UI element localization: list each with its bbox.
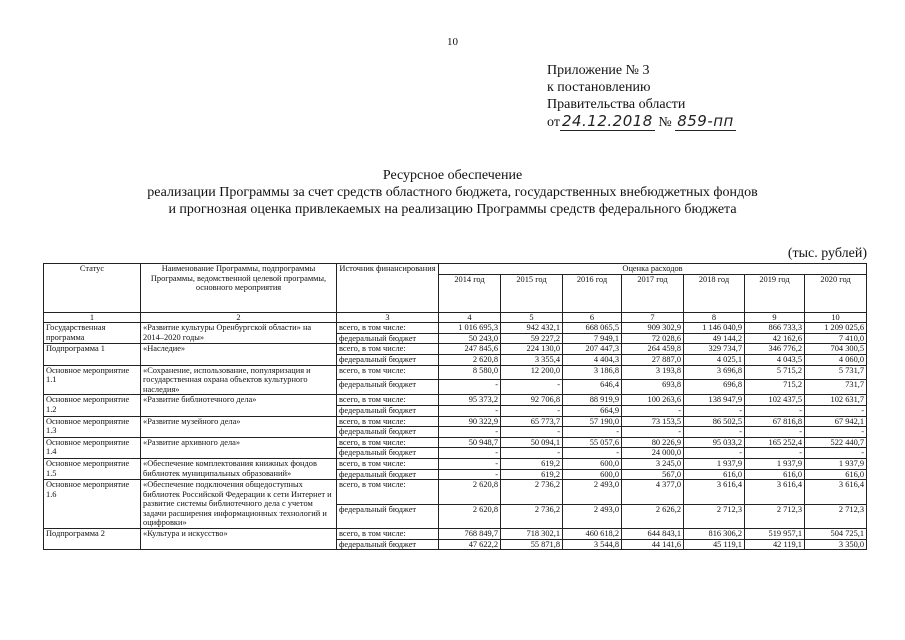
program-name-cell: «Развитие культуры Оренбургской области» на 2014–2020 годы» bbox=[141, 323, 337, 344]
expense-value-cell: 504 725,1 bbox=[805, 529, 867, 540]
expense-value-cell: 80 226,9 bbox=[622, 437, 684, 448]
page-number: 10 bbox=[447, 36, 458, 48]
expense-value-cell: - bbox=[439, 427, 501, 438]
expense-value-cell: 95 033,2 bbox=[684, 437, 745, 448]
appendix-line-3: Правительства области bbox=[547, 97, 686, 112]
table-row bbox=[44, 365, 867, 380]
expense-value-cell: 165 252,4 bbox=[745, 437, 805, 448]
status-cell: Основное мероприятие 1.6 bbox=[44, 480, 141, 529]
table-row bbox=[44, 458, 867, 469]
expense-value-cell: 696,8 bbox=[684, 380, 745, 395]
title-line-3: и прогнозная оценка привлекаемых на реализацию Программы средств федерального бюджета bbox=[168, 202, 737, 217]
expense-value-cell: 616,0 bbox=[745, 469, 805, 480]
handwritten-number: 859-пп bbox=[677, 112, 734, 130]
expense-value-cell: 90 322,9 bbox=[439, 416, 501, 427]
header-year: 2016 год bbox=[563, 274, 622, 312]
funding-source-cell: всего, в том числе: bbox=[337, 323, 439, 334]
expense-value-cell: 92 706,8 bbox=[501, 395, 563, 406]
program-name-cell: «Обеспечение комплектования книжных фондов библиотек муниципальных образований» bbox=[141, 458, 337, 479]
resource-table bbox=[43, 263, 867, 550]
expense-value-cell: 86 502,5 bbox=[684, 416, 745, 427]
appendix-line-2: к постановлению bbox=[547, 80, 651, 95]
header-source: Источник финансирования bbox=[337, 264, 439, 313]
expense-value-cell: 693,8 bbox=[622, 380, 684, 395]
expense-value-cell: 731,7 bbox=[805, 380, 867, 395]
expense-value-cell: 616,0 bbox=[805, 469, 867, 480]
funding-source-cell: федеральный бюджет bbox=[337, 405, 439, 416]
expense-value-cell: - bbox=[805, 427, 867, 438]
expense-value-cell: - bbox=[745, 427, 805, 438]
expense-value-cell: 619,2 bbox=[501, 469, 563, 480]
expense-value-cell: 2 620,8 bbox=[439, 504, 501, 528]
expense-value-cell: 50 948,7 bbox=[439, 437, 501, 448]
expense-value-cell: 3 696,8 bbox=[684, 365, 745, 380]
expense-value-cell: 102 437,5 bbox=[745, 395, 805, 406]
expense-value-cell: 264 459,8 bbox=[622, 344, 684, 355]
expense-value-cell: - bbox=[501, 448, 563, 459]
table-row bbox=[44, 323, 867, 334]
expense-value-cell: 7 949,1 bbox=[563, 333, 622, 344]
expense-value-cell: - bbox=[439, 469, 501, 480]
expense-value-cell: - bbox=[745, 448, 805, 459]
program-name-cell: «Обеспечение подключения общедоступных библиотек Российской Федерации к сети Интернет и развитие системы библиотечного дела с учетом задачи расширения информационных технологий и оцифровки» bbox=[141, 480, 337, 529]
expense-value-cell: 2 736,2 bbox=[501, 504, 563, 528]
expense-value-cell: - bbox=[501, 380, 563, 395]
header-year: 2017 год bbox=[622, 274, 684, 312]
expense-value-cell: 67 942,1 bbox=[805, 416, 867, 427]
expense-value-cell: 50 243,0 bbox=[439, 333, 501, 344]
table-row bbox=[44, 416, 867, 427]
expense-value-cell: 329 734,7 bbox=[684, 344, 745, 355]
expense-value-cell: 12 200,0 bbox=[501, 365, 563, 380]
expense-value-cell: 616,0 bbox=[684, 469, 745, 480]
expense-value-cell: 768 849,7 bbox=[439, 529, 501, 540]
header-year: 2019 год bbox=[745, 274, 805, 312]
expense-value-cell: 519 957,1 bbox=[745, 529, 805, 540]
expense-value-cell: 47 622,2 bbox=[439, 539, 501, 550]
expense-value-cell: 644 843,1 bbox=[622, 529, 684, 540]
expense-value-cell: 909 302,9 bbox=[622, 323, 684, 334]
expense-value-cell: - bbox=[622, 427, 684, 438]
expense-value-cell: - bbox=[439, 448, 501, 459]
header-name: Наименование Программы, подпрограммы Программы, ведомственной целевой программы, основного мероприятия bbox=[141, 264, 337, 313]
expense-value-cell: 42 119,1 bbox=[745, 539, 805, 550]
expense-value-cell: 55 871,8 bbox=[501, 539, 563, 550]
status-cell: Основное мероприятие 1.5 bbox=[44, 458, 141, 479]
appendix-block bbox=[547, 62, 736, 131]
expense-value-cell: 1 937,9 bbox=[745, 458, 805, 469]
program-name-cell: «Культура и искусство» bbox=[141, 529, 337, 550]
title-line-2: реализации Программы за счет средств областного бюджета, государственных внебюджетных фондов bbox=[147, 185, 758, 200]
funding-source-cell: федеральный бюджет bbox=[337, 448, 439, 459]
table-row bbox=[44, 437, 867, 448]
header-estimate: Оценка расходов bbox=[439, 264, 867, 275]
funding-source-cell: всего, в том числе: bbox=[337, 529, 439, 540]
expense-value-cell: 100 263,6 bbox=[622, 395, 684, 406]
number-prefix: № bbox=[658, 115, 672, 130]
header-status: Статус bbox=[44, 264, 141, 313]
column-index-row bbox=[44, 312, 867, 323]
expense-value-cell: - bbox=[622, 405, 684, 416]
expense-value-cell: - bbox=[563, 448, 622, 459]
table-row bbox=[44, 529, 867, 540]
status-cell: Основное мероприятие 1.4 bbox=[44, 437, 141, 458]
expense-value-cell: - bbox=[805, 448, 867, 459]
date-prefix: от bbox=[547, 115, 560, 130]
expense-value-cell: 49 144,2 bbox=[684, 333, 745, 344]
program-name-cell: «Наследие» bbox=[141, 344, 337, 365]
expense-value-cell: 2 493,0 bbox=[563, 480, 622, 504]
funding-source-cell: всего, в том числе: bbox=[337, 365, 439, 380]
table-row bbox=[44, 480, 867, 504]
expense-value-cell: 1 937,9 bbox=[684, 458, 745, 469]
status-cell: Основное мероприятие 1.1 bbox=[44, 365, 141, 395]
expense-value-cell: 138 947,9 bbox=[684, 395, 745, 406]
expense-value-cell: 3 186,8 bbox=[563, 365, 622, 380]
expense-value-cell: 3 616,4 bbox=[684, 480, 745, 504]
expense-value-cell: 88 919,9 bbox=[563, 395, 622, 406]
expense-value-cell: - bbox=[805, 405, 867, 416]
expense-value-cell: 2 712,3 bbox=[684, 504, 745, 528]
program-name-cell: «Развитие архивного дела» bbox=[141, 437, 337, 458]
funding-source-cell: федеральный бюджет bbox=[337, 427, 439, 438]
expense-value-cell: 866 733,3 bbox=[745, 323, 805, 334]
appendix-line-1: Приложение № 3 bbox=[547, 63, 650, 78]
expense-value-cell: 7 410,0 bbox=[805, 333, 867, 344]
expense-value-cell: 2 712,3 bbox=[805, 504, 867, 528]
expense-value-cell: 247 845,6 bbox=[439, 344, 501, 355]
expense-value-cell: 3 245,0 bbox=[622, 458, 684, 469]
header-year: 2018 год bbox=[684, 274, 745, 312]
status-cell: Государственная программа bbox=[44, 323, 141, 344]
expense-value-cell: 664,9 bbox=[563, 405, 622, 416]
column-index: 8 bbox=[684, 312, 745, 323]
expense-value-cell: 816 306,2 bbox=[684, 529, 745, 540]
expense-value-cell: 2 620,8 bbox=[439, 480, 501, 504]
program-name-cell: «Развитие музейного дела» bbox=[141, 416, 337, 437]
program-name-cell: «Сохранение, использование, популяризация и государственная охрана объектов культурного наследия» bbox=[141, 365, 337, 395]
expense-value-cell: - bbox=[439, 405, 501, 416]
table-row bbox=[44, 344, 867, 355]
expense-value-cell: 55 057,6 bbox=[563, 437, 622, 448]
expense-value-cell: 8 580,0 bbox=[439, 365, 501, 380]
expense-value-cell: 1 016 695,3 bbox=[439, 323, 501, 334]
column-index: 3 bbox=[337, 312, 439, 323]
funding-source-cell: федеральный бюджет bbox=[337, 380, 439, 395]
expense-value-cell: 3 544,8 bbox=[563, 539, 622, 550]
funding-source-cell: всего, в том числе: bbox=[337, 395, 439, 406]
expense-value-cell: 57 190,0 bbox=[563, 416, 622, 427]
header-row-1 bbox=[44, 264, 867, 275]
expense-value-cell: - bbox=[684, 405, 745, 416]
expense-value-cell: 224 130,0 bbox=[501, 344, 563, 355]
appendix-date-line bbox=[547, 113, 736, 131]
expense-value-cell: 3 350,0 bbox=[805, 539, 867, 550]
expense-value-cell: - bbox=[684, 448, 745, 459]
expense-value-cell: 2 712,3 bbox=[745, 504, 805, 528]
expense-value-cell: - bbox=[439, 458, 501, 469]
expense-value-cell: - bbox=[439, 380, 501, 395]
expense-value-cell: 4 025,1 bbox=[684, 354, 745, 365]
expense-value-cell: - bbox=[563, 427, 622, 438]
funding-source-cell: всего, в том числе: bbox=[337, 480, 439, 504]
expense-value-cell: 2 493,0 bbox=[563, 504, 622, 528]
expense-value-cell: 4 043,5 bbox=[745, 354, 805, 365]
table-body bbox=[44, 323, 867, 550]
expense-value-cell: 73 153,5 bbox=[622, 416, 684, 427]
handwritten-date: 24.12.2018 bbox=[561, 112, 653, 130]
expense-value-cell: 45 119,1 bbox=[684, 539, 745, 550]
funding-source-cell: всего, в том числе: bbox=[337, 458, 439, 469]
expense-value-cell: 704 300,5 bbox=[805, 344, 867, 355]
funding-source-cell: всего, в том числе: bbox=[337, 437, 439, 448]
expense-value-cell: 4 404,3 bbox=[563, 354, 622, 365]
expense-value-cell: 44 141,6 bbox=[622, 539, 684, 550]
expense-value-cell: 72 028,6 bbox=[622, 333, 684, 344]
funding-source-cell: федеральный бюджет bbox=[337, 333, 439, 344]
expense-value-cell: 567,0 bbox=[622, 469, 684, 480]
expense-value-cell: 24 000,0 bbox=[622, 448, 684, 459]
expense-value-cell: 2 736,2 bbox=[501, 480, 563, 504]
expense-value-cell: 102 631,7 bbox=[805, 395, 867, 406]
expense-value-cell: - bbox=[684, 427, 745, 438]
header-year: 2020 год bbox=[805, 274, 867, 312]
expense-value-cell: 5 715,2 bbox=[745, 365, 805, 380]
units-label: (тыс. рублей) bbox=[787, 246, 867, 261]
expense-value-cell: 1 937,9 bbox=[805, 458, 867, 469]
column-index: 7 bbox=[622, 312, 684, 323]
status-cell: Основное мероприятие 1.2 bbox=[44, 395, 141, 416]
expense-value-cell: 3 616,4 bbox=[805, 480, 867, 504]
column-index: 6 bbox=[563, 312, 622, 323]
column-index: 4 bbox=[439, 312, 501, 323]
table-row bbox=[44, 395, 867, 406]
expense-value-cell: 42 162,6 bbox=[745, 333, 805, 344]
expense-value-cell: 346 776,2 bbox=[745, 344, 805, 355]
expense-value-cell: 2 626,2 bbox=[622, 504, 684, 528]
expense-value-cell: 522 440,7 bbox=[805, 437, 867, 448]
funding-source-cell: всего, в том числе: bbox=[337, 416, 439, 427]
expense-value-cell: 3 193,8 bbox=[622, 365, 684, 380]
expense-value-cell: 460 618,2 bbox=[563, 529, 622, 540]
expense-value-cell: 619,2 bbox=[501, 458, 563, 469]
status-cell: Основное мероприятие 1.3 bbox=[44, 416, 141, 437]
expense-value-cell: 50 094,1 bbox=[501, 437, 563, 448]
expense-value-cell: 715,2 bbox=[745, 380, 805, 395]
header-year: 2014 год bbox=[439, 274, 501, 312]
funding-source-cell: федеральный бюджет bbox=[337, 469, 439, 480]
funding-source-cell: федеральный бюджет bbox=[337, 354, 439, 365]
expense-value-cell: 4 060,0 bbox=[805, 354, 867, 365]
title-line-1: Ресурсное обеспечение bbox=[382, 168, 523, 183]
column-index: 2 bbox=[141, 312, 337, 323]
expense-value-cell: 65 773,7 bbox=[501, 416, 563, 427]
expense-value-cell: - bbox=[745, 405, 805, 416]
column-index: 9 bbox=[745, 312, 805, 323]
expense-value-cell: 27 887,0 bbox=[622, 354, 684, 365]
expense-value-cell: 1 146 040,9 bbox=[684, 323, 745, 334]
document-title bbox=[0, 167, 905, 218]
expense-value-cell: 4 377,0 bbox=[622, 480, 684, 504]
header-year: 2015 год bbox=[501, 274, 563, 312]
expense-value-cell: - bbox=[501, 405, 563, 416]
expense-value-cell: 1 209 025,6 bbox=[805, 323, 867, 334]
expense-value-cell: 5 731,7 bbox=[805, 365, 867, 380]
funding-source-cell: федеральный бюджет bbox=[337, 504, 439, 528]
status-cell: Подпрограмма 1 bbox=[44, 344, 141, 365]
expense-value-cell: 59 227,2 bbox=[501, 333, 563, 344]
expense-value-cell: 646,4 bbox=[563, 380, 622, 395]
expense-value-cell: 942 432,1 bbox=[501, 323, 563, 334]
funding-source-cell: федеральный бюджет bbox=[337, 539, 439, 550]
column-index: 1 bbox=[44, 312, 141, 323]
status-cell: Подпрограмма 2 bbox=[44, 529, 141, 550]
funding-source-cell: всего, в том числе: bbox=[337, 344, 439, 355]
expense-value-cell: 3 616,4 bbox=[745, 480, 805, 504]
column-index: 10 bbox=[805, 312, 867, 323]
expense-value-cell: - bbox=[501, 427, 563, 438]
expense-value-cell: 718 302,1 bbox=[501, 529, 563, 540]
expense-value-cell: 3 355,4 bbox=[501, 354, 563, 365]
expense-value-cell: 2 620,8 bbox=[439, 354, 501, 365]
expense-value-cell: 600,0 bbox=[563, 469, 622, 480]
expense-value-cell: 95 373,2 bbox=[439, 395, 501, 406]
expense-value-cell: 668 065,5 bbox=[563, 323, 622, 334]
expense-value-cell: 600,0 bbox=[563, 458, 622, 469]
program-name-cell: «Развитие библиотечного дела» bbox=[141, 395, 337, 416]
expense-value-cell: 207 447,3 bbox=[563, 344, 622, 355]
column-index: 5 bbox=[501, 312, 563, 323]
expense-value-cell: 67 816,8 bbox=[745, 416, 805, 427]
